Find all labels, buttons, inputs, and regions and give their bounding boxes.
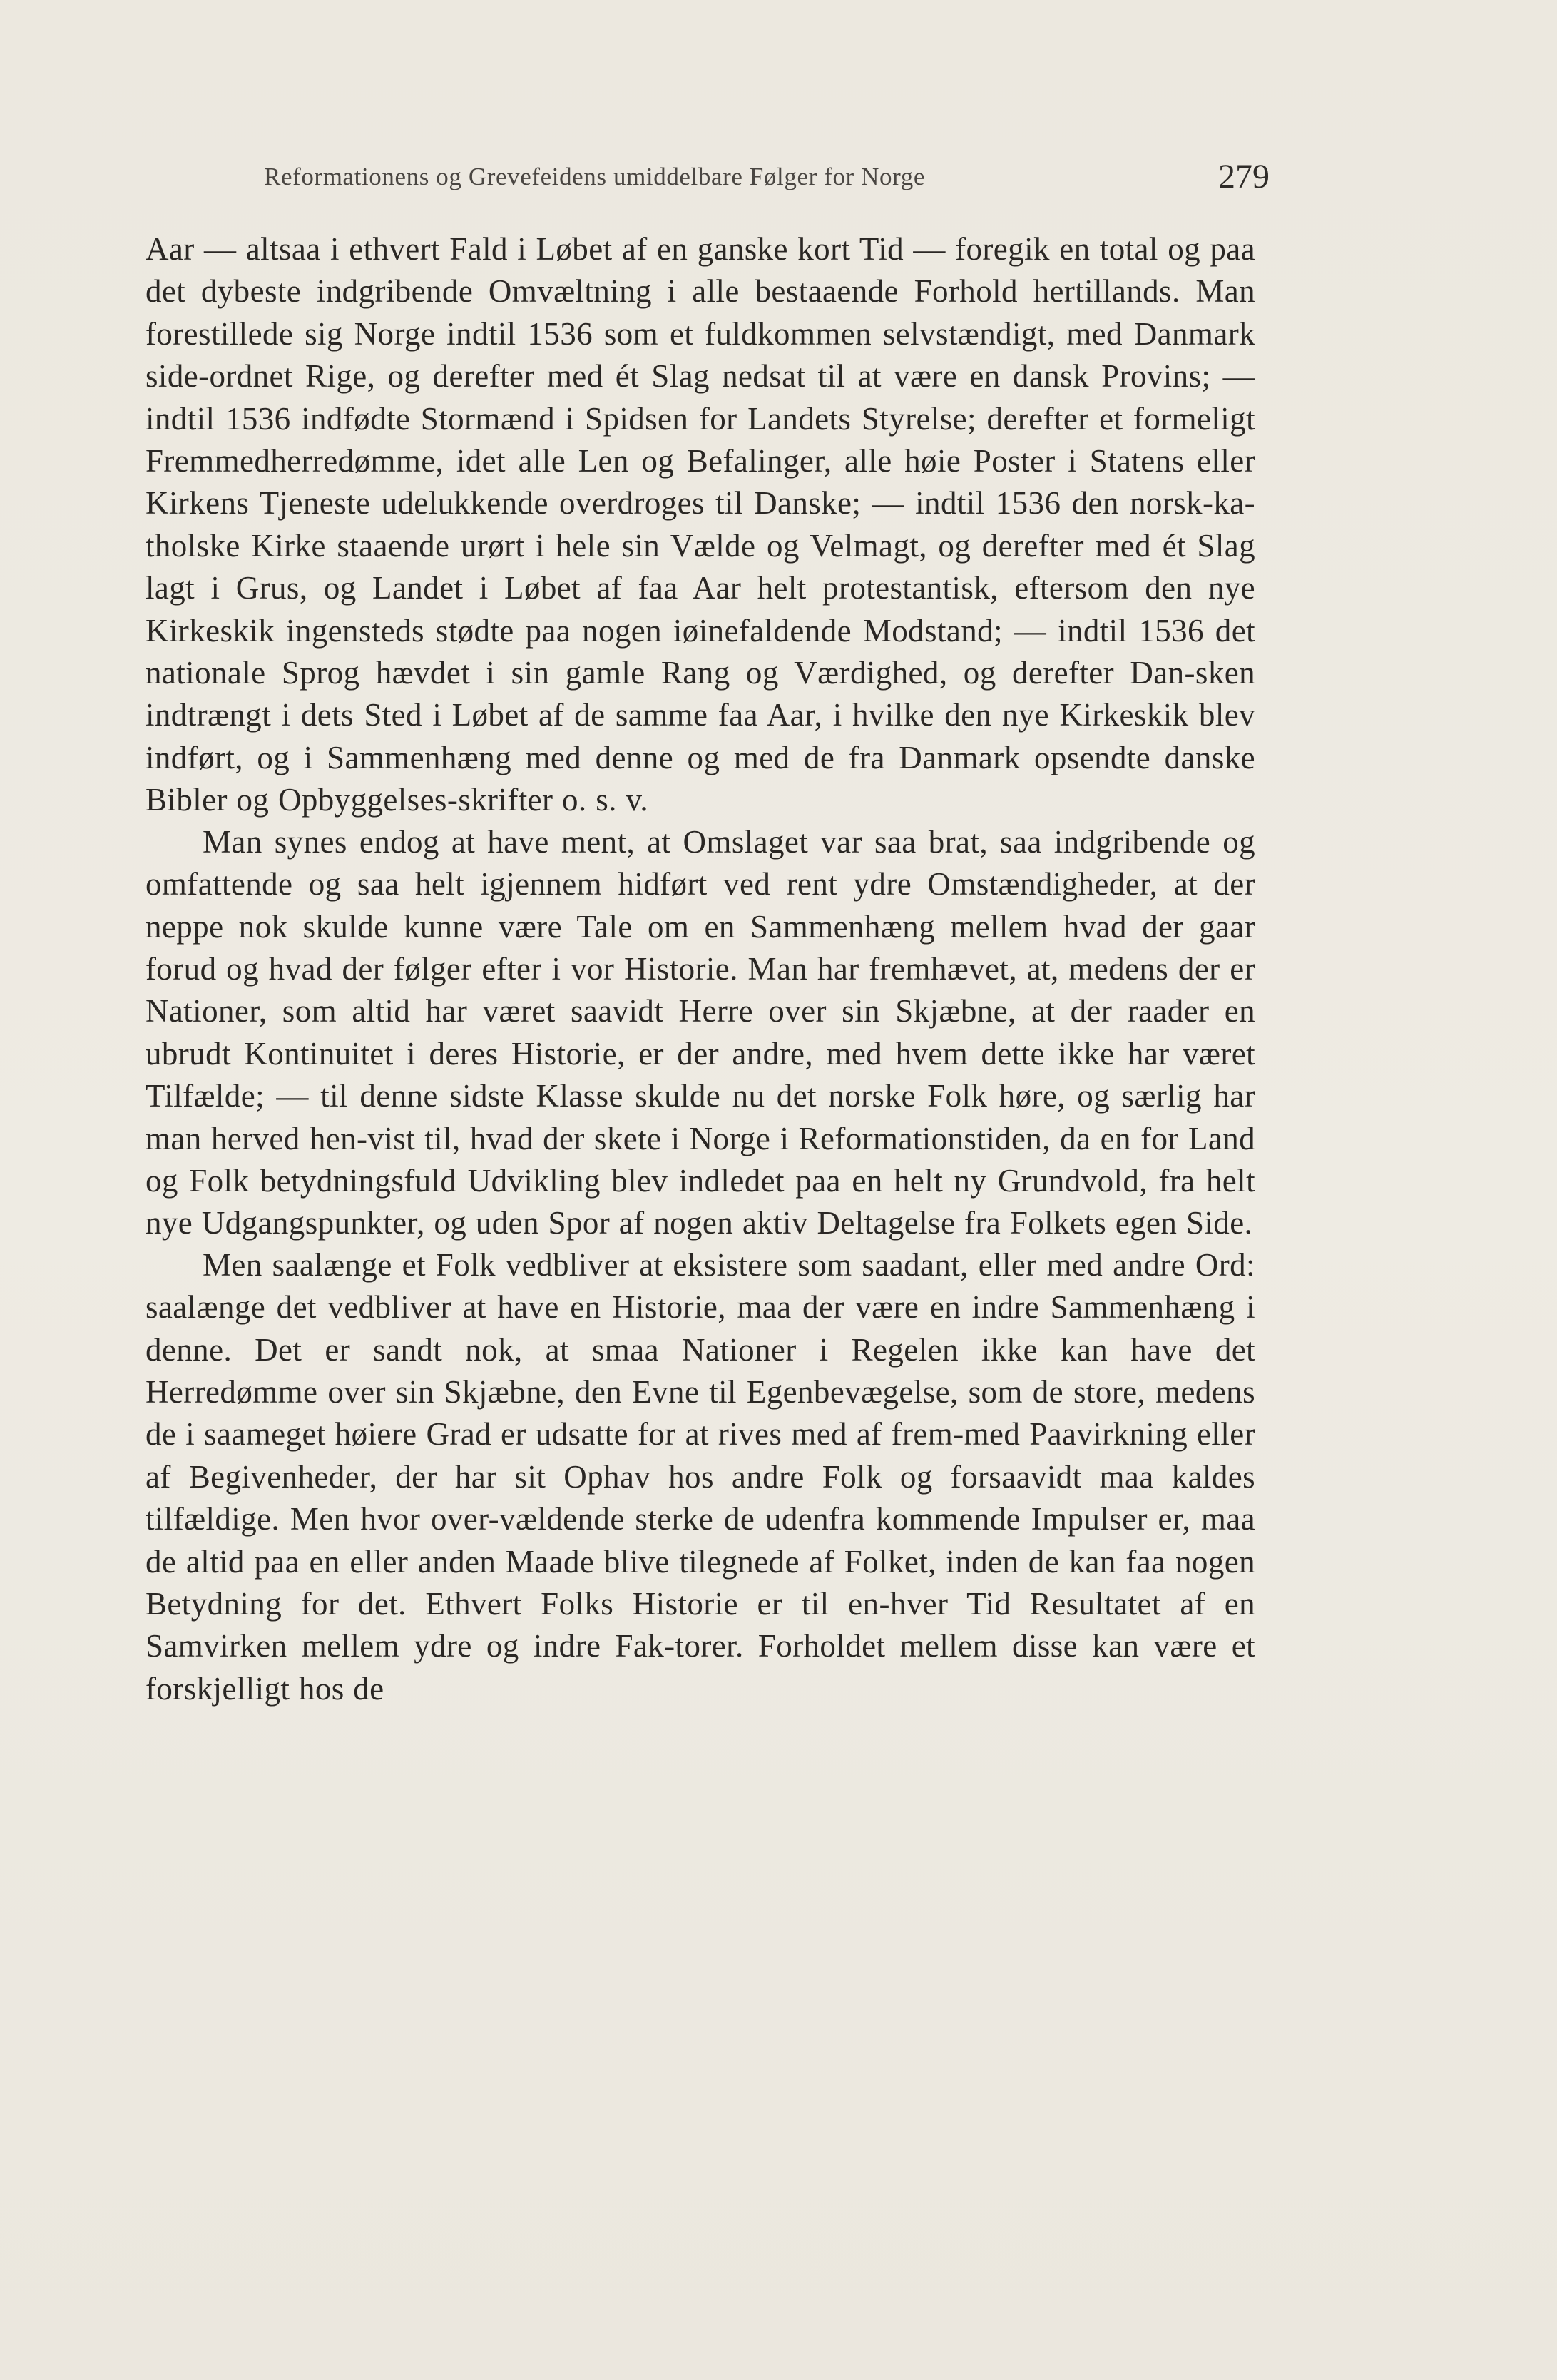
paragraph: Men saalænge et Folk vedbliver at eksistere som saadant, eller med andre Ord: saalænge det vedbliver at have en Historie, maa der være en indre Sammenhæng i denne. Det er sandt nok, at smaa Nationer i Regelen ikke kan have det Herredømme over sin Skjæbne, den Evne til Egenbevægelse, som de store, medens de i saameget høiere Grad er udsatte for at rives med af frem-med Paavirkning eller af Begivenheder, der har sit Ophav hos andre Folk og forsaavidt maa kaldes tilfældige. Men hvor over-vældende sterke de udenfra kommende Impulser er, maa de altid paa en eller anden Maade blive tilegnede af Folket, inden de kan faa nogen Betydning for det. Ethvert Folks Historie er til en-hver Tid Resultatet af en Samvirken mellem ydre og indre Fak-torer. Forholdet mellem disse kan være et forskjelligt hos de <box>146 1246 1255 1707</box>
paragraph: Man synes endog at have ment, at Omslaget var saa brat, saa indgribende og omfattende og saa helt igjennem hidført ved rent ydre Omstændigheder, at der neppe nok skulde kunne være Tale om en Sammenhæng mellem hvad der gaar forud og hvad der følger efter i vor Historie. Man har fremhævet, at, medens der er Nationer, som altid har været saavidt Herre over sin Skjæbne, at der raader en ubrudt Kontinuitet i deres Historie, er der andre, med hvem dette ikke har været Tilfælde; — til denne sidste Klasse skulde nu det norske Folk høre, og særlig har man herved hen-vist til, hvad der skete i Norge i Reformationstiden, da en for Land og Folk betydningsfuld Udvikling blev indledet paa en helt ny Grundvold, fra helt nye Udgangspunkter, og uden Spor af nogen aktiv Deltagelse fra Folkets egen Side. <box>146 823 1255 1241</box>
running-head: Reformationens og Grevefeidens umiddelbare Følger for Norge <box>264 163 925 190</box>
page-header <box>264 158 1270 205</box>
page-number: 279 <box>1218 158 1270 195</box>
body-text <box>146 228 1255 1709</box>
paragraph: Aar — altsaa i ethvert Fald i Løbet af en ganske kort Tid — foregik en total og paa det dybeste indgribende Omvæltning i alle bestaaende Forhold hertillands. Man forestillede sig Norge indtil 1536 som et fuldkommen selvstændigt, med Danmark side-ordnet Rige, og derefter med ét Slag nedsat til at være en dansk Provins; — indtil 1536 indfødte Stormænd i Spidsen for Landets Styrelse; derefter et formeligt Fremmedherredømme, idet alle Len og Befalinger, alle høie Poster i Statens eller Kirkens Tjeneste udelukkende overdroges til Danske; — indtil 1536 den norsk-ka-tholske Kirke staaende urørt i hele sin Vælde og Velmagt, og derefter med ét Slag lagt i Grus, og Landet i Løbet af faa Aar helt protestantisk, eftersom den nye Kirkeskik ingensteds stødte paa nogen iøinefaldende Modstand; — indtil 1536 det nationale Sprog hævdet i sin gamle Rang og Værdighed, og derefter Dan-sken indtrængt i dets Sted i Løbet af de samme faa Aar, i hvilke den nye Kirkeskik blev indført, og i Sammenhæng med denne og med de fra Danmark opsendte danske Bibler og Opbyggelses-skrifter o. s. v. <box>146 231 1255 818</box>
